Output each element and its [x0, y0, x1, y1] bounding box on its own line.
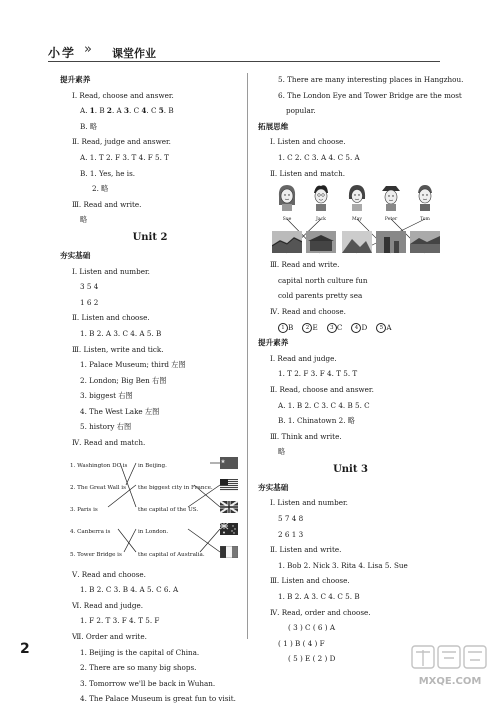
question-title: Ⅴ. Read and choose.: [72, 569, 146, 579]
question-title: Ⅳ. Read and match.: [72, 438, 146, 448]
answer-line: 1. Palace Museum; third 左图: [80, 360, 186, 370]
answer-line: 1. B 2. A 3. C 4. A 5. B: [80, 328, 162, 338]
question-title: Ⅰ. Listen and number.: [72, 266, 150, 276]
circled-number: 2: [302, 323, 312, 333]
svg-text:MXQE.COM: MXQE.COM: [418, 676, 482, 687]
grade-label: 小学: [48, 46, 77, 60]
answer-line: 1 6 2: [80, 297, 99, 307]
answer-line: 4. The West Lake 左图: [80, 406, 160, 416]
match-left-item: 4. Canberra is: [70, 528, 111, 535]
page-number: 2: [20, 641, 30, 657]
question-title: Ⅱ. Listen and write.: [270, 545, 342, 555]
question-title: Ⅲ. Listen and choose.: [270, 576, 350, 586]
unit-heading: Unit 3: [333, 463, 368, 475]
match-left-item: 1. Washington DC is: [70, 462, 128, 469]
circled-number: 5: [376, 323, 386, 333]
face-name: Jack: [316, 217, 326, 223]
answer-line: 3. Tomorrow we'll be back in Wuhan.: [80, 678, 216, 688]
question-title: Ⅰ. Listen and number.: [270, 498, 348, 508]
lake-photo: [410, 231, 440, 253]
landmark-photo: [376, 231, 406, 253]
unit-heading: Unit 2: [132, 231, 168, 243]
section-title: 提升素养: [258, 338, 289, 348]
question-title: Ⅲ. Read and write.: [270, 260, 340, 270]
header-rule: [48, 61, 440, 62]
match-right-item: the biggest city in France.: [138, 484, 213, 491]
answer-line: 5 7 4 8: [278, 514, 304, 524]
question-title: Ⅳ. Read and choose.: [270, 306, 346, 316]
answer-line: B. 1. Chinatown 2. 略: [278, 416, 355, 426]
uk-flag-icon: [220, 501, 238, 513]
answer-line: B. 1. Yes, he is.: [80, 168, 136, 178]
question-title: Ⅶ. Order and write.: [72, 632, 147, 642]
mountain-photo: [342, 231, 372, 253]
course-label: 课堂作业: [112, 47, 156, 60]
face-name: May: [351, 217, 363, 223]
section-title: 提升素养: [60, 75, 91, 84]
answer-line: capital north culture fun: [278, 275, 368, 285]
answer-line: 2. London; Big Ben 右图: [80, 375, 167, 385]
answer-line: 1. F 2. T 3. F 4. T 5. F: [80, 616, 160, 626]
match-exercise: [60, 455, 240, 565]
question-title: Ⅳ. Read, order and choose.: [270, 607, 371, 617]
answer-line: 4. The Palace Museum is great fun to visit.: [80, 694, 236, 704]
question-title: Ⅲ. Listen, write and tick.: [72, 344, 164, 354]
face-name: Peter: [384, 217, 398, 223]
answer-line: 3 5 4: [80, 282, 99, 292]
answer-line: 5. history 右图: [80, 422, 132, 432]
answer-line: popular.: [286, 106, 316, 116]
circled-number: 4: [351, 323, 361, 333]
palace-photo: [306, 231, 336, 253]
match-left-item: 2. The Great Wall is: [70, 484, 126, 491]
answer-line: cold parents pretty sea: [278, 291, 363, 301]
answer-line: ( 1 ) B ( 4 ) F: [278, 638, 325, 648]
section-title: 夯实基础: [60, 250, 91, 260]
answer-line: 3. biggest 右图: [80, 391, 133, 401]
column-divider: [247, 73, 248, 639]
question-title: Ⅰ. Read, choose and answer.: [72, 90, 174, 100]
question-title: Ⅵ. Read and judge.: [72, 600, 144, 610]
answer-line: 1. B 2. A 3. C 4. C 5. B: [278, 592, 360, 602]
question-title: Ⅲ. Read and write.: [72, 199, 142, 209]
answer-line: 2 6 1 3: [278, 529, 304, 539]
australia-flag-icon: [220, 523, 238, 535]
answer-line: ( 5 ) E ( 2 ) D: [288, 654, 336, 664]
answer-line: 略: [80, 215, 88, 225]
us-flag-icon: [220, 479, 238, 491]
watermark-logo: [408, 640, 492, 690]
answer-line: 1. B 2. C 3. B 4. A 5. C 6. A: [80, 585, 179, 595]
answer-line: 1 B 2 E 3 C 4 D 5 A: [258, 320, 443, 336]
france-flag-icon: [220, 546, 238, 558]
china-flag-icon: [220, 457, 238, 469]
question-title: Ⅲ. Think and write.: [270, 431, 342, 441]
match-left-item: 3. Paris is: [70, 506, 98, 513]
answer-line: 1. Beijing is the capital of China.: [80, 647, 200, 657]
photos-row: [258, 231, 443, 257]
match-right-item: the capital of the US.: [138, 506, 199, 513]
faces-row: [258, 183, 443, 221]
left-column: [60, 72, 240, 707]
answer-line: 2. There are so many big shops.: [80, 663, 197, 673]
question-title: Ⅱ. Read, judge and answer.: [72, 137, 171, 147]
answer-line: 5. There are many interesting places in Hangzhou.: [278, 75, 464, 84]
double-chevron-icon: »: [84, 42, 92, 57]
face-name: Sue: [282, 217, 292, 223]
section-title: 夯实基础: [258, 482, 289, 492]
answer-line: A. 1. B 2. A 3. C 4. C 5. B: [80, 106, 174, 116]
face-name: Tom: [420, 217, 430, 223]
answer-line: B. 略: [80, 121, 98, 131]
question-title: Ⅱ. Listen and match.: [270, 168, 345, 178]
match-right-item: in Beijing.: [138, 462, 167, 469]
question-title: Ⅰ. Read and judge.: [270, 353, 337, 363]
answer-line: 1. C 2. C 3. A 4. C 5. A: [278, 152, 360, 162]
match-right-item: in London.: [138, 528, 169, 535]
answer-line: A. 1. T 2. F 3. T 4. F 5. T: [80, 152, 169, 162]
circled-number: 1: [278, 323, 288, 333]
match-right-item: the capital of Australia.: [138, 551, 205, 558]
answer-line: A. 1. B 2. C 3. C 4. B 5. C: [278, 400, 370, 410]
question-title: Ⅱ. Listen and choose.: [72, 313, 150, 323]
answer-line: 略: [278, 447, 286, 457]
answer-line: ( 3 ) C ( 6 ) A: [288, 623, 336, 633]
right-column: [258, 72, 464, 667]
page-header: [48, 42, 440, 62]
answer-line: 1. T 2. F 3. F 4. T 5. T: [278, 369, 358, 379]
question-title: Ⅱ. Read, choose and answer.: [270, 384, 374, 394]
question-title: Ⅰ. Listen and choose.: [270, 137, 346, 147]
answer-line: 6. The London Eye and Tower Bridge are the most: [278, 90, 462, 100]
answer-line: 1. Bob 2. Nick 3. Rita 4. Lisa 5. Sue: [278, 560, 408, 570]
answer-line: 2. 略: [92, 184, 109, 194]
great-wall-photo: [272, 231, 302, 253]
circled-number: 3: [327, 323, 337, 333]
section-title: 拓展思维: [258, 121, 289, 131]
match-left-item: 5. Tower Bridge is: [70, 551, 122, 558]
